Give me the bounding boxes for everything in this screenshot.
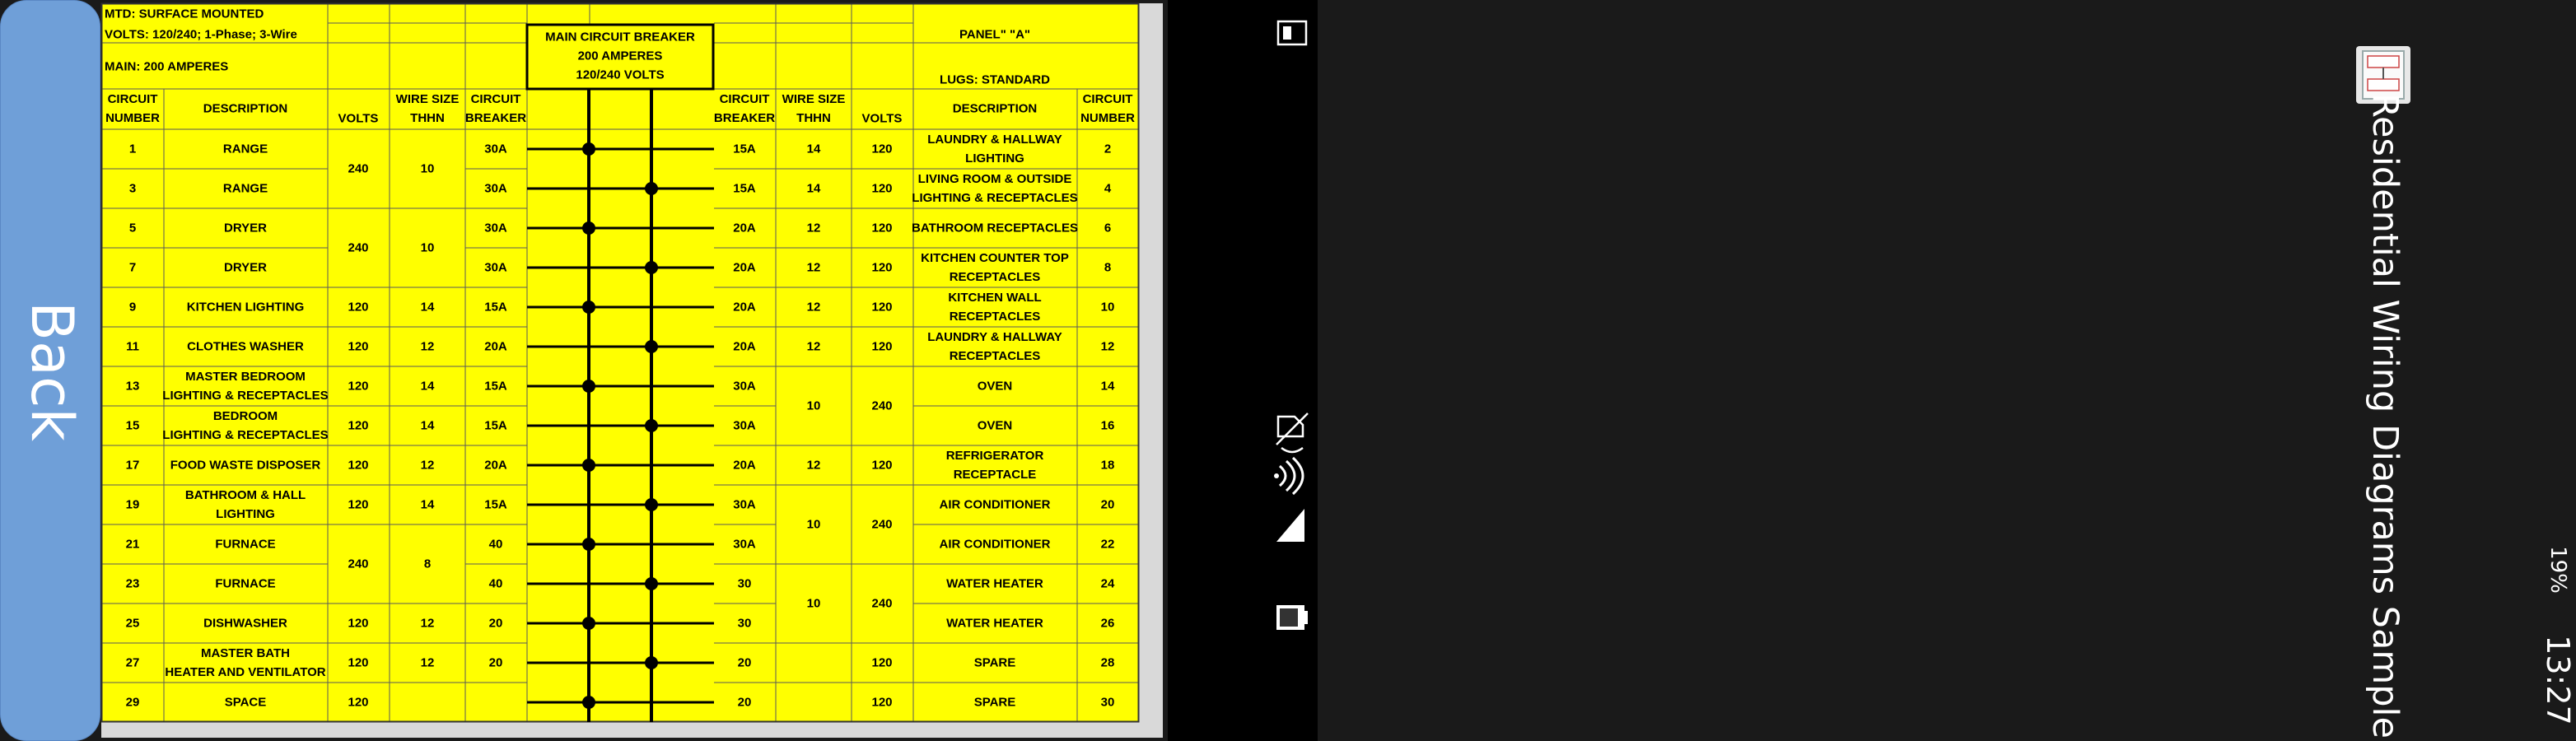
circuit-description: KITCHEN COUNTER TOP — [921, 251, 1069, 265]
circuit-number: 25 — [125, 616, 140, 631]
circuit-breaker-rating: 20A — [733, 221, 756, 235]
circuit-number: 28 — [1100, 655, 1115, 670]
circuit-description: WATER HEATER — [946, 616, 1043, 631]
circuit-breaker-rating: 30A — [484, 181, 507, 196]
circuit-description: WATER HEATER — [946, 576, 1043, 591]
circuit-breaker-rating: 15A — [733, 142, 756, 156]
circuit-wire-size: 10 — [806, 398, 821, 413]
circuit-volts: 120 — [871, 181, 893, 196]
circuit-volts: 120 — [871, 695, 893, 710]
circuit-description: LIGHTING — [216, 507, 275, 521]
circuit-wire-size: 10 — [420, 240, 435, 255]
circuit-number: 30 — [1100, 695, 1115, 710]
left-column-header: NUMBER — [105, 111, 160, 125]
circuit-volts: 240 — [871, 398, 893, 413]
panel-lugs: LUGS: STANDARD — [940, 72, 1050, 87]
circuit-wire-size: 10 — [806, 596, 821, 611]
circuit-breaker-rating: 20 — [488, 655, 503, 670]
circuit-description: AIR CONDITIONER — [939, 497, 1051, 512]
circuit-breaker-rating: 40 — [488, 537, 503, 552]
battery-icon — [1276, 605, 1308, 630]
circuit-breaker-rating: 30 — [737, 616, 752, 631]
circuit-number: 9 — [128, 300, 137, 315]
bus-tap-dot — [582, 380, 595, 393]
mute-icon — [1276, 413, 1308, 452]
circuit-breaker-rating: 20A — [733, 300, 756, 315]
circuit-breaker-rating: 15A — [484, 300, 507, 315]
circuit-volts: 120 — [871, 458, 893, 473]
circuit-description: AIR CONDITIONER — [939, 537, 1051, 552]
circuit-wire-size: 12 — [806, 458, 821, 473]
circuit-description: RECEPTACLES — [949, 349, 1041, 363]
circuit-number: 1 — [128, 142, 137, 156]
circuit-volts: 120 — [348, 339, 369, 354]
right-column-header: DESCRIPTION — [952, 101, 1038, 116]
left-column-header: CIRCUIT — [107, 92, 158, 106]
circuit-description: FURNACE — [215, 537, 276, 552]
circuit-wire-size: 12 — [420, 616, 435, 631]
right-column-header: BREAKER — [713, 111, 776, 125]
circuit-number: 3 — [128, 181, 137, 196]
bus-tap-dot — [582, 301, 595, 314]
circuit-description: RANGE — [222, 142, 268, 156]
circuit-number: 24 — [1100, 576, 1115, 591]
circuit-volts: 240 — [348, 557, 369, 571]
circuit-description: BATHROOM RECEPTACLES — [912, 221, 1078, 235]
app-title-bar — [1168, 0, 2406, 741]
circuit-description: RECEPTACLES — [949, 310, 1041, 324]
clock: 13:27 — [2540, 635, 2576, 725]
circuit-number: 11 — [126, 339, 139, 354]
circuit-volts: 240 — [871, 596, 893, 611]
circuit-description: HEATER AND VENTILATOR — [165, 665, 326, 679]
circuit-description: KITCHEN LIGHTING — [186, 300, 305, 315]
circuit-breaker-rating: 20A — [733, 458, 756, 473]
battery-percentage: 19% — [2546, 546, 2570, 594]
wifi-icon — [1274, 458, 1303, 494]
bus-tap-dot — [582, 617, 595, 630]
left-column-header: THHN — [410, 111, 445, 125]
circuit-description: FURNACE — [215, 576, 276, 591]
left-column-header: DESCRIPTION — [203, 101, 288, 116]
circuit-breaker-rating: 20 — [737, 695, 752, 710]
circuit-number: 8 — [1104, 260, 1112, 275]
circuit-wire-size: 12 — [420, 458, 435, 473]
circuit-description: RECEPTACLES — [949, 270, 1041, 284]
panel-mounting: MTD: SURFACE MOUNTED — [105, 7, 264, 21]
circuit-number: 18 — [1100, 458, 1115, 473]
circuit-volts: 120 — [871, 339, 893, 354]
circuit-volts: 120 — [871, 142, 893, 156]
circuit-description: BATHROOM & HALL — [184, 488, 306, 502]
circuit-wire-size: 12 — [806, 260, 821, 275]
circuit-number: 19 — [125, 497, 140, 512]
circuit-volts: 120 — [348, 655, 369, 670]
circuit-wire-size: 10 — [420, 161, 435, 176]
circuit-number: 13 — [125, 379, 140, 394]
circuit-breaker-rating: 30A — [733, 497, 756, 512]
circuit-breaker-rating: 20 — [737, 655, 752, 670]
circuit-number: 29 — [125, 695, 140, 710]
circuit-description: LIGHTING & RECEPTACLES — [162, 389, 329, 403]
circuit-wire-size: 12 — [420, 339, 435, 354]
circuit-volts: 120 — [871, 260, 893, 275]
circuit-breaker-rating: 15A — [484, 497, 507, 512]
bus-tap-dot — [645, 340, 658, 353]
circuit-description: KITCHEN WALL — [948, 291, 1042, 305]
app-title: Residential Wiring Diagrams Sample — [2364, 93, 2406, 739]
circuit-breaker-rating: 20A — [484, 339, 507, 354]
circuit-breaker-rating: 20A — [733, 260, 756, 275]
circuit-breaker-rating: 15A — [733, 181, 756, 196]
circuit-description: OVEN — [977, 379, 1013, 394]
circuit-number: 2 — [1104, 142, 1112, 156]
right-column-header: VOLTS — [861, 111, 903, 126]
circuit-breaker-rating: 30A — [484, 221, 507, 235]
circuit-number: 15 — [125, 418, 140, 433]
bus-tap-dot — [645, 182, 658, 195]
circuit-volts: 120 — [348, 458, 369, 473]
right-column-header: CIRCUIT — [719, 92, 770, 106]
main-breaker-label: MAIN CIRCUIT BREAKER — [545, 30, 695, 44]
circuit-number: 10 — [1100, 300, 1115, 315]
left-column-header: CIRCUIT — [470, 92, 521, 106]
circuit-number: 6 — [1104, 221, 1112, 235]
circuit-number: 4 — [1104, 181, 1112, 196]
circuit-volts: 240 — [348, 161, 369, 176]
circuit-number: 26 — [1100, 616, 1115, 631]
bus-tap-dot — [645, 261, 658, 274]
circuit-description: SPARE — [973, 695, 1016, 710]
right-column-header: CIRCUIT — [1082, 92, 1133, 106]
circuit-breaker-rating: 20A — [484, 458, 507, 473]
circuit-wire-size: 14 — [420, 497, 435, 512]
circuit-number: 5 — [128, 221, 137, 235]
circuit-description: RECEPTACLE — [953, 468, 1037, 482]
circuit-breaker-rating: 30 — [737, 576, 752, 591]
circuit-number: 14 — [1100, 379, 1115, 394]
circuit-number: 21 — [125, 537, 140, 552]
panel-main-rating: MAIN: 200 AMPERES — [105, 59, 229, 74]
circuit-breaker-rating: 30A — [733, 418, 756, 433]
circuit-description: SPACE — [224, 695, 267, 710]
circuit-breaker-rating: 40 — [488, 576, 503, 591]
main-breaker-label: 120/240 VOLTS — [576, 68, 665, 82]
circuit-wire-size: 14 — [420, 379, 435, 394]
circuit-volts: 120 — [348, 418, 369, 433]
circuit-description: CLOTHES WASHER — [187, 339, 304, 354]
circuit-volts: 120 — [348, 379, 369, 394]
circuit-number: 12 — [1100, 339, 1115, 354]
circuit-wire-size: 12 — [806, 300, 821, 315]
circuit-breaker-rating: 30A — [484, 142, 507, 156]
circuit-number: 27 — [125, 655, 140, 670]
circuit-number: 17 — [125, 458, 140, 473]
circuit-number: 23 — [125, 576, 140, 591]
circuit-description: SPARE — [973, 655, 1016, 670]
circuit-breaker-rating: 15A — [484, 418, 507, 433]
bus-tap-dot — [582, 538, 595, 551]
circuit-breaker-rating: 20A — [733, 339, 756, 354]
circuit-description: RANGE — [222, 181, 268, 196]
panel-voltage: VOLTS: 120/240; 1-Phase; 3-Wire — [105, 27, 297, 42]
bus-tap-dot — [645, 656, 658, 669]
circuit-volts: 120 — [871, 655, 893, 670]
left-column-header: WIRE SIZE — [395, 92, 460, 106]
signal-icon — [1276, 509, 1304, 542]
circuit-description: DISHWASHER — [203, 616, 287, 631]
back-button-label: Back — [18, 301, 86, 441]
circuit-wire-size: 12 — [806, 339, 821, 354]
circuit-description: OVEN — [977, 418, 1013, 433]
circuit-wire-size: 14 — [806, 142, 821, 156]
bus-tap-dot — [582, 142, 595, 156]
circuit-breaker-rating: 15A — [484, 379, 507, 394]
left-column-header: BREAKER — [464, 111, 527, 125]
bus-tap-dot — [582, 221, 595, 235]
circuit-description: MASTER BEDROOM — [185, 370, 306, 384]
circuit-description: LAUNDRY & HALLWAY — [927, 330, 1062, 344]
panel-schedule-diagram — [101, 3, 1163, 738]
circuit-breaker-rating: 30A — [733, 537, 756, 552]
circuit-breaker-rating: 30A — [484, 260, 507, 275]
right-column-header: THHN — [796, 111, 831, 125]
circuit-wire-size: 14 — [420, 418, 435, 433]
circuit-volts: 120 — [348, 695, 369, 710]
circuit-description: LIGHTING & RECEPTACLES — [162, 428, 329, 442]
circuit-description: LIVING ROOM & OUTSIDE — [917, 172, 1072, 186]
bus-tap-dot — [582, 696, 595, 709]
circuit-wire-size: 14 — [420, 300, 435, 315]
circuit-description: DRYER — [224, 221, 267, 235]
circuit-number: 20 — [1100, 497, 1115, 512]
panel-name: PANEL" "A" — [959, 27, 1031, 42]
circuit-description: FOOD WASTE DISPOSER — [170, 458, 321, 473]
circuit-description: BEDROOM — [212, 409, 278, 423]
right-column-header: WIRE SIZE — [782, 92, 846, 106]
panel-schedule — [101, 3, 1163, 738]
circuit-wire-size: 8 — [423, 557, 432, 571]
bus-tap-dot — [582, 459, 595, 472]
circuit-description: LIGHTING — [965, 151, 1024, 165]
circuit-wire-size: 12 — [806, 221, 821, 235]
circuit-breaker-rating: 20 — [488, 616, 503, 631]
circuit-wire-size: 14 — [806, 181, 821, 196]
left-column-header: VOLTS — [338, 111, 379, 126]
circuit-breaker-rating: 30A — [733, 379, 756, 394]
right-column-header: NUMBER — [1080, 111, 1135, 125]
circuit-volts: 120 — [348, 616, 369, 631]
circuit-number: 16 — [1100, 418, 1115, 433]
circuit-description: LAUNDRY & HALLWAY — [927, 133, 1062, 147]
bus-tap-dot — [645, 419, 658, 432]
circuit-wire-size: 12 — [420, 655, 435, 670]
circuit-volts: 120 — [348, 300, 369, 315]
circuit-description: MASTER BATH — [200, 646, 291, 660]
circuit-description: DRYER — [224, 260, 267, 275]
circuit-description: LIGHTING & RECEPTACLES — [912, 191, 1078, 205]
circuit-wire-size: 10 — [806, 517, 821, 532]
circuit-number: 22 — [1100, 537, 1115, 552]
screenshot-notification-icon — [1278, 21, 1306, 44]
main-breaker-label: 200 AMPERES — [577, 49, 663, 63]
bus-tap-dot — [645, 577, 658, 590]
circuit-description: REFRIGERATOR — [945, 449, 1044, 463]
circuit-volts: 120 — [871, 300, 893, 315]
circuit-number: 7 — [128, 260, 137, 275]
circuit-volts: 240 — [348, 240, 369, 255]
back-button[interactable] — [0, 0, 100, 741]
circuit-volts: 120 — [348, 497, 369, 512]
bus-tap-dot — [645, 498, 658, 511]
circuit-volts: 120 — [871, 221, 893, 235]
circuit-volts: 240 — [871, 517, 893, 532]
